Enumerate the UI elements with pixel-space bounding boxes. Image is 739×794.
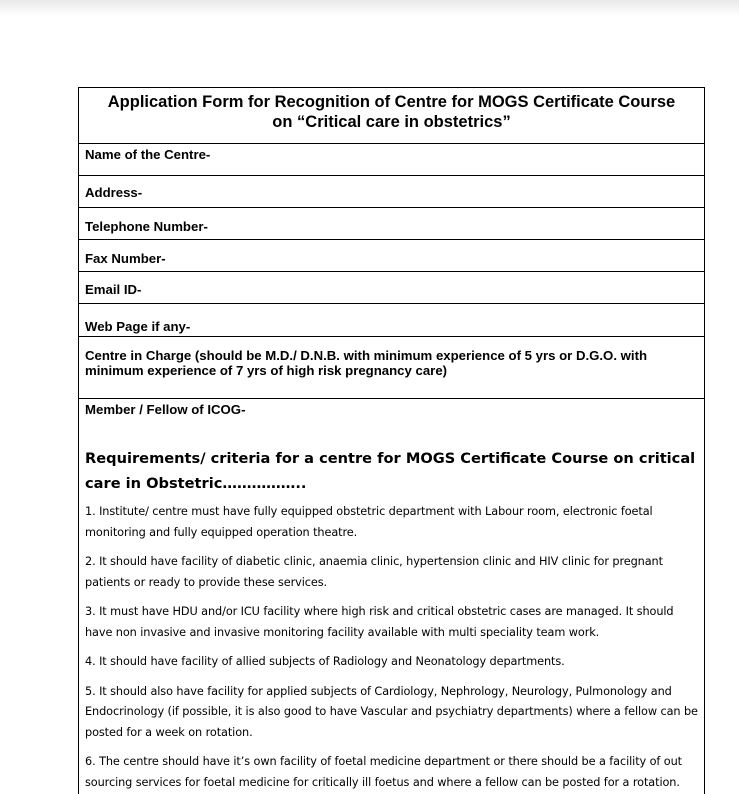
field-icog-membership: Member / Fellow of ICOG-	[85, 402, 246, 417]
requirement-item: 4. It should have facility of allied subjects of Radiology and Neonatology departments.	[85, 655, 565, 668]
requirement-item: 5. It should also have facility for applied subjects of Cardiology, Nephrology, Neurology, Pulmonology and Endocrinology (if possible, it is also good to have Vascular and psychiatry departments) where a fellow can be posted for a week on rotation.	[85, 684, 698, 739]
viewer-top-bar	[0, 0, 739, 16]
field-telephone: Telephone Number-	[79, 208, 704, 240]
field-centre-in-charge: Centre in Charge (should be M.D./ D.N.B. with minimum experience of 5 yrs or D.G.O. with minimum experience of 7 yrs of high risk pregnancy care)	[79, 337, 704, 399]
field-web-page: Web Page if any-	[79, 304, 704, 337]
requirement-item: 2. It should have facility of diabetic clinic, anaemia clinic, hypertension clinic and HIV clinic for pregnant patients or ready to provide these services.	[85, 555, 663, 589]
field-email: Email ID-	[79, 272, 704, 304]
field-address: Address-	[79, 176, 704, 208]
requirements-heading: Requirements/ criteria for a centre for MOGS Certificate Course on critical care in Obstetric……………..	[85, 450, 696, 492]
requirements-section	[85, 446, 699, 794]
requirement-item: 6. The centre should have it’s own facility of foetal medicine department or there should be a facility of out sourcing services for foetal medicine for critically ill foetus and where a fellow can be posted for a rotation.	[85, 755, 682, 789]
application-form	[78, 87, 705, 794]
form-title-line-1: Application Form for Recognition of Centre for MOGS Certificate Course	[107, 93, 676, 111]
field-fax: Fax Number-	[79, 240, 704, 272]
form-title	[79, 88, 704, 144]
requirement-item: 1. Institute/ centre must have fully equipped obstetric department with Labour room, electronic foetal monitoring and fully equipped operation theatre.	[85, 505, 653, 539]
field-centre-name: Name of the Centre-	[79, 144, 704, 176]
requirement-item: 3. It must have HDU and/or ICU facility where high risk and critical obstetric cases are managed. It should have non invasive and invasive monitoring facility available with multi speciality team work.	[85, 605, 674, 639]
form-title-line-2: on “Critical care in obstetrics”	[272, 113, 511, 131]
